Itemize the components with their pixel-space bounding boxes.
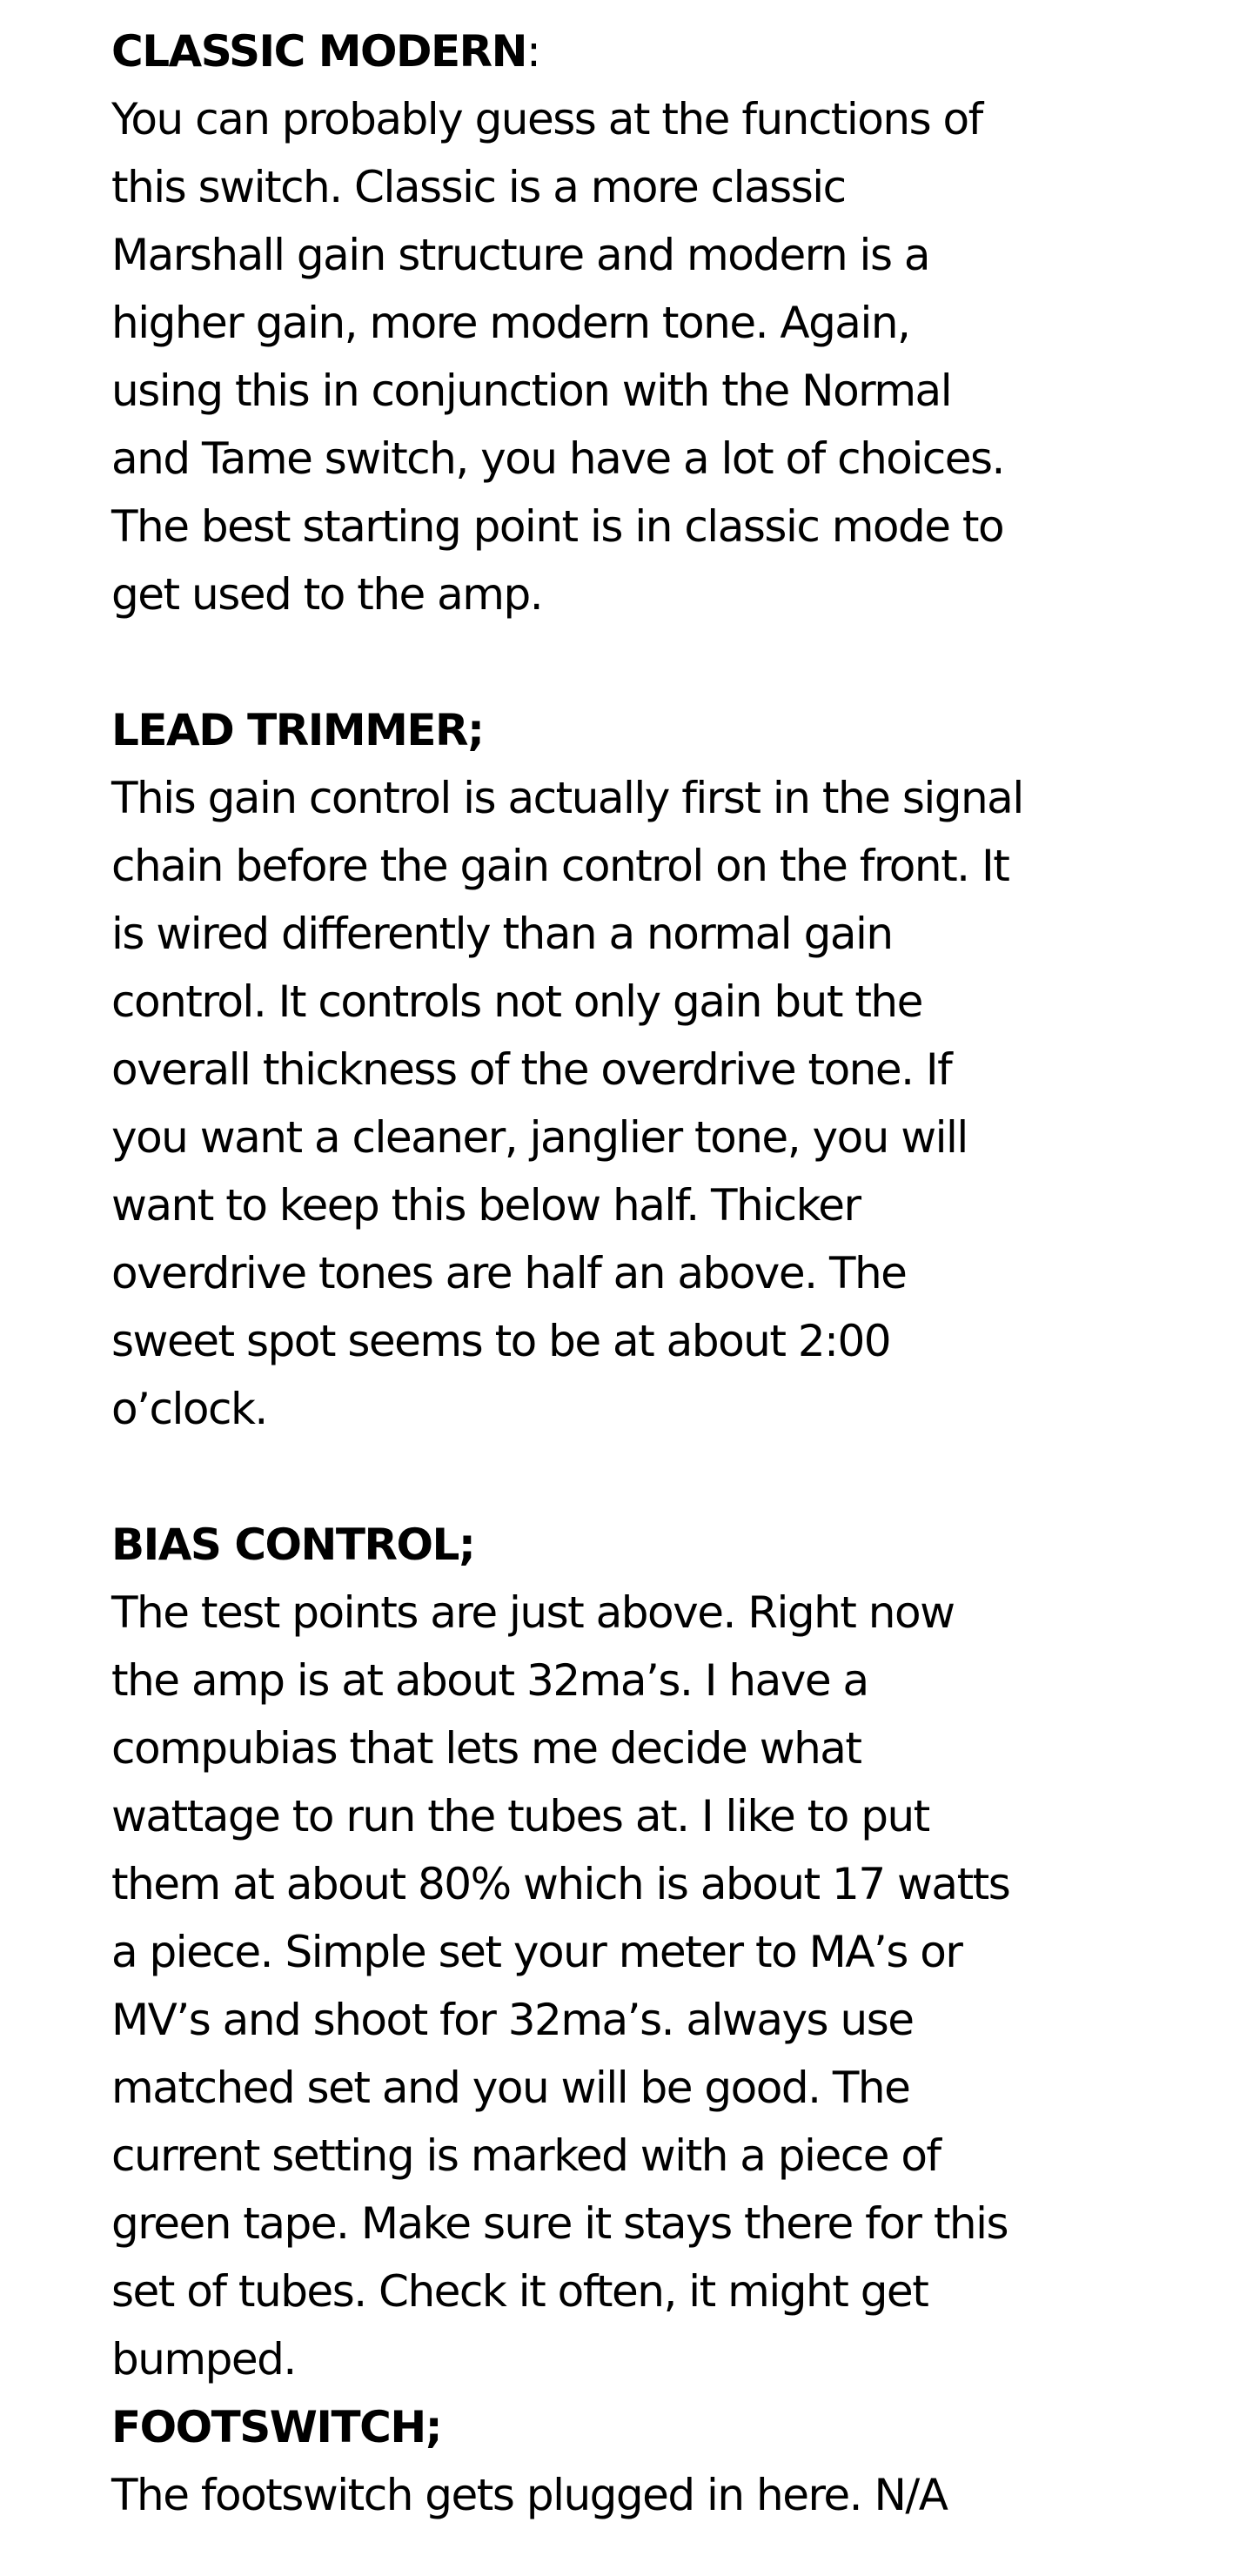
blank-line <box>111 1443 1208 1511</box>
paragraph-line: current setting is marked with a piece of <box>111 2130 941 2181</box>
section-heading: LEAD TRIMMER; <box>111 705 484 755</box>
paragraph-line: MV’s and shoot for 32ma’s. always use <box>111 1995 914 2045</box>
paragraph-line: bumped. <box>111 2334 296 2385</box>
section-footswitch <box>111 2393 1208 2529</box>
heading-colon: : <box>526 26 540 77</box>
paragraph-line: chain before the gain control on the front. It <box>111 841 1009 891</box>
section-classic-modern <box>111 17 1208 628</box>
paragraph-line: and Tame switch, you have a lot of choices. <box>111 433 1004 484</box>
paragraph-line: wattage to run the tubes at. I like to put <box>111 1791 929 1841</box>
paragraph-line: overall thickness of the overdrive tone. If <box>111 1044 952 1095</box>
paragraph-line: The footswitch gets plugged in here. N/A <box>111 2470 948 2520</box>
paragraph-line: the amp is at about 32ma’s. I have a <box>111 1655 868 1706</box>
paragraph-line: green tape. Make sure it stays there for this <box>111 2198 1008 2249</box>
paragraph-line: The test points are just above. Right now <box>111 1587 955 1638</box>
paragraph-line: get used to the amp. <box>111 569 543 620</box>
paragraph-line: compubias that lets me decide what <box>111 1723 861 1774</box>
section-heading: BIAS CONTROL; <box>111 1519 475 1570</box>
paragraph-line: o’clock. <box>111 1384 267 1434</box>
paragraph-line: them at about 80% which is about 17 watts <box>111 1859 1010 1909</box>
paragraph-line: This gain control is actually first in the signal <box>111 773 1023 823</box>
paragraph-line: You can probably guess at the functions of <box>111 94 982 144</box>
paragraph-line: want to keep this below half. Thicker <box>111 1180 861 1231</box>
document-page <box>111 17 1208 2529</box>
section-heading <box>111 17 1208 85</box>
paragraph-line: The best starting point is in classic mode to <box>111 501 1004 552</box>
heading-text: CLASSIC MODERN <box>111 26 526 77</box>
section-bias-control <box>111 1511 1208 2393</box>
section-heading: FOOTSWITCH; <box>111 2402 442 2452</box>
paragraph-line: matched set and you will be good. The <box>111 2063 910 2113</box>
paragraph-line: control. It controls not only gain but the <box>111 976 922 1027</box>
paragraph-line: higher gain, more modern tone. Again, <box>111 298 910 348</box>
paragraph-line: Marshall gain structure and modern is a <box>111 230 930 280</box>
blank-line <box>111 628 1208 696</box>
paragraph-line: is wired differently than a normal gain <box>111 909 893 959</box>
section-lead-trimmer <box>111 696 1208 1443</box>
paragraph-line: a piece. Simple set your meter to MA’s or <box>111 1927 962 1977</box>
paragraph-line: overdrive tones are half an above. The <box>111 1248 907 1298</box>
paragraph-line: this switch. Classic is a more classic <box>111 162 846 212</box>
paragraph-line: sweet spot seems to be at about 2:00 <box>111 1316 891 1366</box>
paragraph-line: set of tubes. Check it often, it might get <box>111 2266 928 2317</box>
paragraph-line: using this in conjunction with the Normal <box>111 366 952 416</box>
paragraph-line: you want a cleaner, janglier tone, you will <box>111 1112 968 1163</box>
